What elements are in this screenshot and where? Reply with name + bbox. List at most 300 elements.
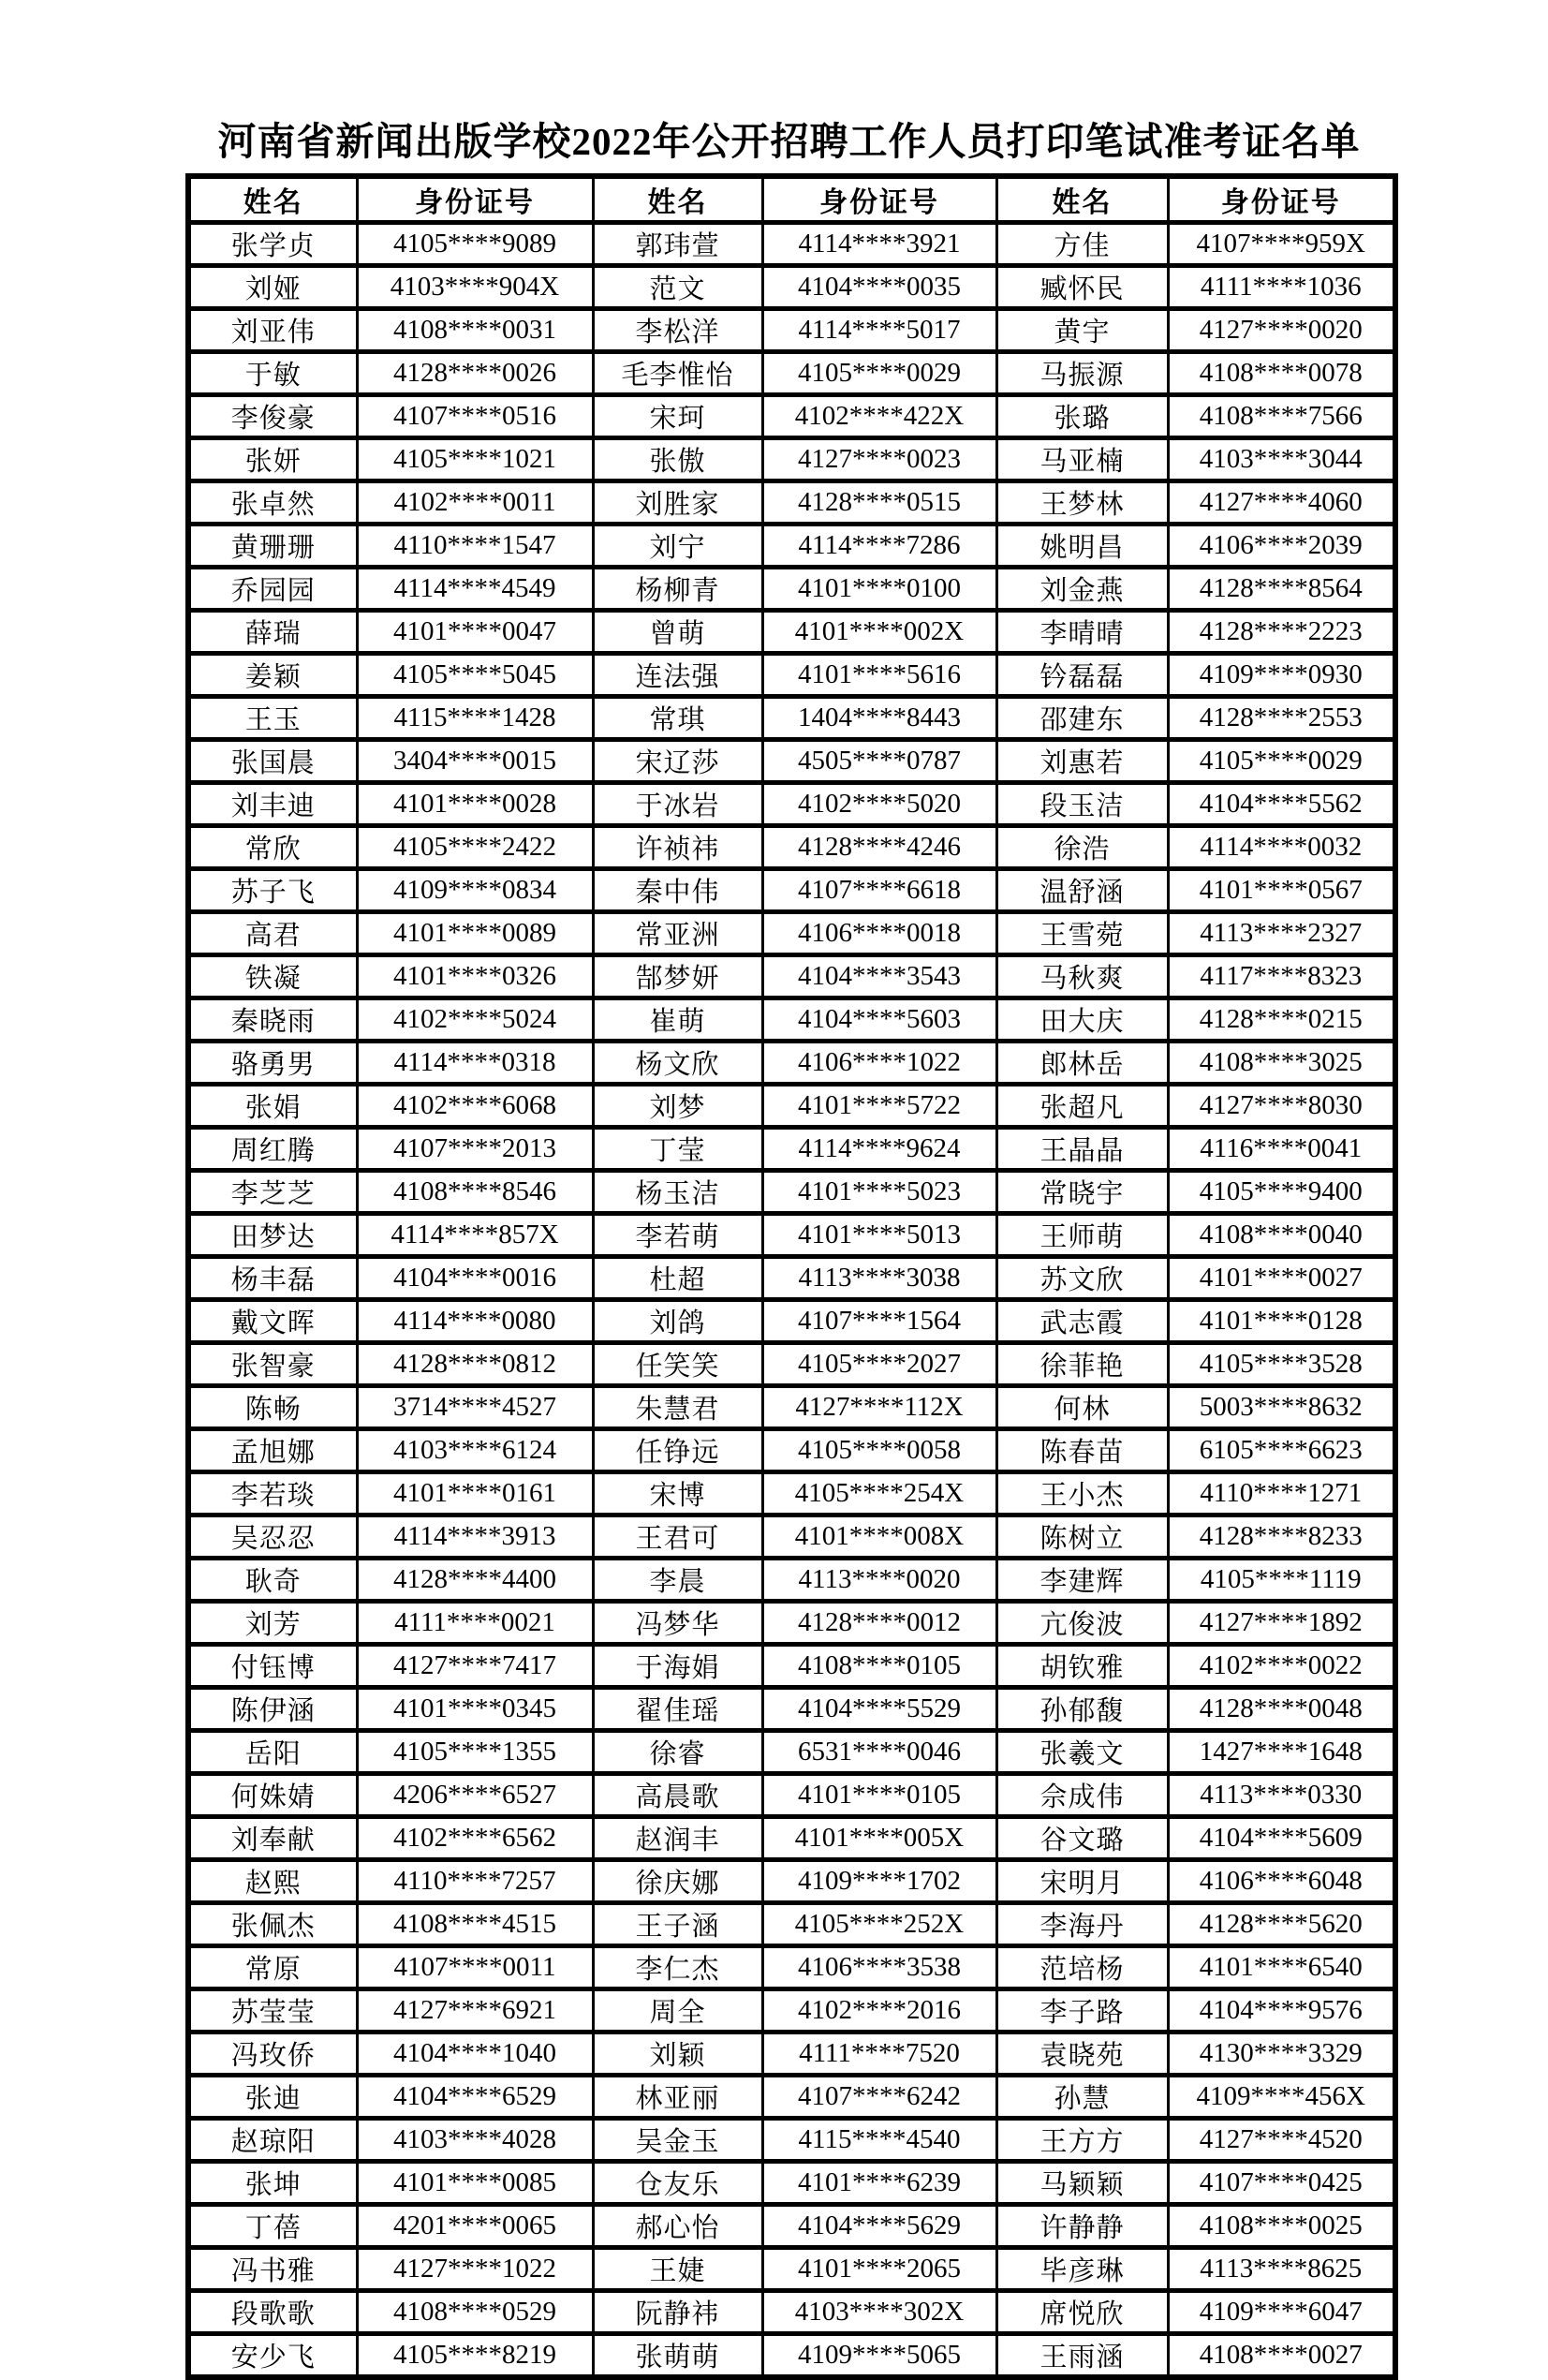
table-row bbox=[188, 826, 1395, 869]
name-cell: 徐浩 bbox=[996, 826, 1168, 869]
table-row bbox=[188, 1860, 1395, 1903]
id-number-cell: 4109****0834 bbox=[357, 869, 593, 912]
table-row bbox=[188, 309, 1395, 352]
table-row bbox=[188, 2162, 1395, 2205]
table-row bbox=[188, 1214, 1395, 1257]
name-cell: 周全 bbox=[593, 1989, 762, 2033]
name-cell: 刘亚伟 bbox=[188, 309, 357, 352]
name-cell: 常原 bbox=[188, 1946, 357, 1989]
table-row bbox=[188, 955, 1395, 998]
id-number-cell: 4105****9400 bbox=[1168, 1171, 1395, 1214]
id-number-cell: 4111****7520 bbox=[762, 2033, 996, 2076]
name-cell: 姜颖 bbox=[188, 654, 357, 697]
id-number-cell: 4505****0787 bbox=[762, 740, 996, 783]
id-number-cell: 4128****4246 bbox=[762, 826, 996, 869]
table-row bbox=[188, 1559, 1395, 1602]
column-header: 身份证号 bbox=[1168, 176, 1395, 223]
id-number-cell: 4128****0012 bbox=[762, 1602, 996, 1645]
name-cell: 付钰博 bbox=[188, 1645, 357, 1688]
id-number-cell: 4101****0161 bbox=[357, 1472, 593, 1515]
id-number-cell: 4106****1022 bbox=[762, 1042, 996, 1085]
name-cell: 刘奉献 bbox=[188, 1817, 357, 1860]
id-number-cell: 4127****6921 bbox=[357, 1989, 593, 2033]
name-cell: 何姝婧 bbox=[188, 1774, 357, 1817]
name-cell: 薛瑞 bbox=[188, 611, 357, 654]
name-cell: 刘鸽 bbox=[593, 1300, 762, 1343]
id-number-cell: 4101****0089 bbox=[357, 912, 593, 955]
id-number-cell: 4107****6242 bbox=[762, 2076, 996, 2119]
id-number-cell: 4114****7286 bbox=[762, 525, 996, 568]
name-cell: 张萌萌 bbox=[593, 2334, 762, 2378]
id-number-cell: 4128****2553 bbox=[1168, 697, 1395, 740]
name-cell: 朱慧君 bbox=[593, 1386, 762, 1429]
table-row bbox=[188, 654, 1395, 697]
id-number-cell: 4108****0040 bbox=[1168, 1214, 1395, 1257]
id-number-cell: 4103****904X bbox=[357, 266, 593, 309]
id-number-cell: 6531****0046 bbox=[762, 1731, 996, 1774]
id-number-cell: 4114****857X bbox=[357, 1214, 593, 1257]
id-number-cell: 4127****112X bbox=[762, 1386, 996, 1429]
name-cell: 骆勇男 bbox=[188, 1042, 357, 1085]
id-number-cell: 4127****0020 bbox=[1168, 309, 1395, 352]
roster-table bbox=[185, 173, 1398, 2380]
name-cell: 李海丹 bbox=[996, 1903, 1168, 1946]
name-cell: 段歌歌 bbox=[188, 2291, 357, 2334]
id-number-cell: 4106****3538 bbox=[762, 1946, 996, 1989]
name-cell: 崔萌 bbox=[593, 998, 762, 1042]
name-cell: 毛李惟怡 bbox=[593, 352, 762, 395]
name-cell: 李仁杰 bbox=[593, 1946, 762, 1989]
id-number-cell: 4101****0085 bbox=[357, 2162, 593, 2205]
table-row bbox=[188, 1903, 1395, 1946]
name-cell: 翟佳瑶 bbox=[593, 1688, 762, 1731]
table-row bbox=[188, 1731, 1395, 1774]
table-row bbox=[188, 525, 1395, 568]
id-number-cell: 4101****5616 bbox=[762, 654, 996, 697]
id-number-cell: 4115****4540 bbox=[762, 2119, 996, 2162]
id-number-cell: 4114****9624 bbox=[762, 1128, 996, 1171]
id-number-cell: 4104****0016 bbox=[357, 1257, 593, 1300]
name-cell: 仓友乐 bbox=[593, 2162, 762, 2205]
table-row bbox=[188, 1343, 1395, 1386]
id-number-cell: 4127****0023 bbox=[762, 438, 996, 481]
table-row bbox=[188, 1817, 1395, 1860]
id-number-cell: 4106****6048 bbox=[1168, 1860, 1395, 1903]
id-number-cell: 4101****0345 bbox=[357, 1688, 593, 1731]
table-row bbox=[188, 783, 1395, 826]
name-cell: 常亚洲 bbox=[593, 912, 762, 955]
id-number-cell: 4101****5013 bbox=[762, 1214, 996, 1257]
name-cell: 刘梦 bbox=[593, 1085, 762, 1128]
table-row bbox=[188, 223, 1395, 266]
name-cell: 刘芳 bbox=[188, 1602, 357, 1645]
id-number-cell: 4114****0080 bbox=[357, 1300, 593, 1343]
table-row bbox=[188, 266, 1395, 309]
id-number-cell: 4101****5722 bbox=[762, 1085, 996, 1128]
name-cell: 耿奇 bbox=[188, 1559, 357, 1602]
name-cell: 李松洋 bbox=[593, 309, 762, 352]
name-cell: 邵建东 bbox=[996, 697, 1168, 740]
id-number-cell: 4108****0105 bbox=[762, 1645, 996, 1688]
name-cell: 李子路 bbox=[996, 1989, 1168, 2033]
name-cell: 马亚楠 bbox=[996, 438, 1168, 481]
id-number-cell: 4114****5017 bbox=[762, 309, 996, 352]
name-cell: 张学贞 bbox=[188, 223, 357, 266]
id-number-cell: 4101****005X bbox=[762, 1817, 996, 1860]
id-number-cell: 4109****0930 bbox=[1168, 654, 1395, 697]
id-number-cell: 4109****1702 bbox=[762, 1860, 996, 1903]
name-cell: 李建辉 bbox=[996, 1559, 1168, 1602]
id-number-cell: 4107****1564 bbox=[762, 1300, 996, 1343]
id-number-cell: 4102****5024 bbox=[357, 998, 593, 1042]
id-number-cell: 4104****3543 bbox=[762, 955, 996, 998]
name-cell: 张佩杰 bbox=[188, 1903, 357, 1946]
id-number-cell: 4105****1021 bbox=[357, 438, 593, 481]
table-row bbox=[188, 2205, 1395, 2248]
id-number-cell: 4102****6562 bbox=[357, 1817, 593, 1860]
id-number-cell: 4105****8219 bbox=[357, 2334, 593, 2378]
id-number-cell: 4114****4549 bbox=[357, 568, 593, 611]
name-cell: 范培杨 bbox=[996, 1946, 1168, 1989]
name-cell: 岳阳 bbox=[188, 1731, 357, 1774]
name-cell: 陈畅 bbox=[188, 1386, 357, 1429]
id-number-cell: 4101****6540 bbox=[1168, 1946, 1395, 1989]
name-cell: 冯书雅 bbox=[188, 2248, 357, 2291]
table-row bbox=[188, 1688, 1395, 1731]
name-cell: 于海娟 bbox=[593, 1645, 762, 1688]
id-number-cell: 4115****1428 bbox=[357, 697, 593, 740]
id-number-cell: 4113****0330 bbox=[1168, 1774, 1395, 1817]
id-number-cell: 4102****422X bbox=[762, 395, 996, 438]
page-title: 河南省新闻出版学校2022年公开招聘工作人员打印笔试准考证名单 bbox=[217, 120, 1361, 163]
id-number-cell: 4105****0029 bbox=[1168, 740, 1395, 783]
name-cell: 郎林岳 bbox=[996, 1042, 1168, 1085]
name-cell: 杨柳青 bbox=[593, 568, 762, 611]
id-number-cell: 4101****0567 bbox=[1168, 869, 1395, 912]
id-number-cell: 4106****0018 bbox=[762, 912, 996, 955]
id-number-cell: 4104****5603 bbox=[762, 998, 996, 1042]
id-number-cell: 4114****3921 bbox=[762, 223, 996, 266]
id-number-cell: 4114****0318 bbox=[357, 1042, 593, 1085]
id-number-cell: 4101****008X bbox=[762, 1515, 996, 1559]
name-cell: 张羲文 bbox=[996, 1731, 1168, 1774]
column-header: 姓名 bbox=[188, 176, 357, 223]
name-cell: 段玉洁 bbox=[996, 783, 1168, 826]
id-number-cell: 4114****0032 bbox=[1168, 826, 1395, 869]
id-number-cell: 4128****0515 bbox=[762, 481, 996, 525]
table-row bbox=[188, 2334, 1395, 2378]
name-cell: 袁晓苑 bbox=[996, 2033, 1168, 2076]
name-cell: 郜梦妍 bbox=[593, 955, 762, 998]
name-cell: 杨丰磊 bbox=[188, 1257, 357, 1300]
name-cell: 孟旭娜 bbox=[188, 1429, 357, 1472]
name-cell: 温舒涵 bbox=[996, 869, 1168, 912]
name-cell: 宋辽莎 bbox=[593, 740, 762, 783]
id-number-cell: 4110****1271 bbox=[1168, 1472, 1395, 1515]
table-row bbox=[188, 1602, 1395, 1645]
id-number-cell: 4113****8625 bbox=[1168, 2248, 1395, 2291]
id-number-cell: 1427****1648 bbox=[1168, 1731, 1395, 1774]
name-cell: 何林 bbox=[996, 1386, 1168, 1429]
name-cell: 高晨歌 bbox=[593, 1774, 762, 1817]
id-number-cell: 4109****6047 bbox=[1168, 2291, 1395, 2334]
name-cell: 任笑笑 bbox=[593, 1343, 762, 1386]
id-number-cell: 4128****4400 bbox=[357, 1559, 593, 1602]
id-number-cell: 4105****0029 bbox=[762, 352, 996, 395]
id-number-cell: 4128****5620 bbox=[1168, 1903, 1395, 1946]
id-number-cell: 4101****5023 bbox=[762, 1171, 996, 1214]
id-number-cell: 4105****252X bbox=[762, 1903, 996, 1946]
id-number-cell: 4108****0027 bbox=[1168, 2334, 1395, 2378]
id-number-cell: 4105****2027 bbox=[762, 1343, 996, 1386]
id-number-cell: 3404****0015 bbox=[357, 740, 593, 783]
table-row bbox=[188, 1429, 1395, 1472]
name-cell: 亢俊波 bbox=[996, 1602, 1168, 1645]
name-cell: 刘胜家 bbox=[593, 481, 762, 525]
table-row bbox=[188, 912, 1395, 955]
name-cell: 王晶晶 bbox=[996, 1128, 1168, 1171]
id-number-cell: 4105****0058 bbox=[762, 1429, 996, 1472]
name-cell: 王梦林 bbox=[996, 481, 1168, 525]
column-header: 姓名 bbox=[996, 176, 1168, 223]
name-cell: 杜超 bbox=[593, 1257, 762, 1300]
name-cell: 戴文晖 bbox=[188, 1300, 357, 1343]
name-cell: 苏子飞 bbox=[188, 869, 357, 912]
name-cell: 张卓然 bbox=[188, 481, 357, 525]
name-cell: 陈伊涵 bbox=[188, 1688, 357, 1731]
id-number-cell: 4104****0035 bbox=[762, 266, 996, 309]
id-number-cell: 4116****0041 bbox=[1168, 1128, 1395, 1171]
id-number-cell: 1404****8443 bbox=[762, 697, 996, 740]
id-number-cell: 4105****2422 bbox=[357, 826, 593, 869]
name-cell: 张坤 bbox=[188, 2162, 357, 2205]
table-row bbox=[188, 1085, 1395, 1128]
name-cell: 张国晨 bbox=[188, 740, 357, 783]
table-row bbox=[188, 1515, 1395, 1559]
name-cell: 李若琰 bbox=[188, 1472, 357, 1515]
table-row bbox=[188, 998, 1395, 1042]
name-cell: 张迪 bbox=[188, 2076, 357, 2119]
name-cell: 李芝芝 bbox=[188, 1171, 357, 1214]
name-cell: 王雪菀 bbox=[996, 912, 1168, 955]
id-number-cell: 4110****7257 bbox=[357, 1860, 593, 1903]
name-cell: 李晨 bbox=[593, 1559, 762, 1602]
id-number-cell: 4103****3044 bbox=[1168, 438, 1395, 481]
id-number-cell: 5003****8632 bbox=[1168, 1386, 1395, 1429]
name-cell: 刘娅 bbox=[188, 266, 357, 309]
id-number-cell: 4103****4028 bbox=[357, 2119, 593, 2162]
id-number-cell: 4102****5020 bbox=[762, 783, 996, 826]
name-cell: 武志霞 bbox=[996, 1300, 1168, 1343]
name-cell: 姚明昌 bbox=[996, 525, 1168, 568]
table-row bbox=[188, 1774, 1395, 1817]
id-number-cell: 4110****1547 bbox=[357, 525, 593, 568]
id-number-cell: 4127****4060 bbox=[1168, 481, 1395, 525]
name-cell: 马秋爽 bbox=[996, 955, 1168, 998]
name-cell: 秦中伟 bbox=[593, 869, 762, 912]
id-number-cell: 4107****6618 bbox=[762, 869, 996, 912]
id-number-cell: 4104****1040 bbox=[357, 2033, 593, 2076]
table-row bbox=[188, 438, 1395, 481]
name-cell: 杨文欣 bbox=[593, 1042, 762, 1085]
id-number-cell: 4101****0027 bbox=[1168, 1257, 1395, 1300]
name-cell: 宋明月 bbox=[996, 1860, 1168, 1903]
table-row bbox=[188, 2291, 1395, 2334]
id-number-cell: 4128****0215 bbox=[1168, 998, 1395, 1042]
id-number-cell: 4108****0031 bbox=[357, 309, 593, 352]
name-cell: 王小杰 bbox=[996, 1472, 1168, 1515]
name-cell: 方佳 bbox=[996, 223, 1168, 266]
column-header: 身份证号 bbox=[762, 176, 996, 223]
name-cell: 秦晓雨 bbox=[188, 998, 357, 1042]
name-cell: 刘宁 bbox=[593, 525, 762, 568]
table-row bbox=[188, 395, 1395, 438]
name-cell: 苏文欣 bbox=[996, 1257, 1168, 1300]
name-cell: 钤磊磊 bbox=[996, 654, 1168, 697]
name-cell: 冯梦华 bbox=[593, 1602, 762, 1645]
name-cell: 许祯祎 bbox=[593, 826, 762, 869]
name-cell: 毕彦琳 bbox=[996, 2248, 1168, 2291]
name-cell: 乔园园 bbox=[188, 568, 357, 611]
id-number-cell: 4128****8564 bbox=[1168, 568, 1395, 611]
id-number-cell: 4109****456X bbox=[1168, 2076, 1395, 2119]
id-number-cell: 4107****0516 bbox=[357, 395, 593, 438]
id-number-cell: 4101****0105 bbox=[762, 1774, 996, 1817]
id-number-cell: 4108****3025 bbox=[1168, 1042, 1395, 1085]
name-cell: 于冰岩 bbox=[593, 783, 762, 826]
name-cell: 黄珊珊 bbox=[188, 525, 357, 568]
name-cell: 田大庆 bbox=[996, 998, 1168, 1042]
name-cell: 高君 bbox=[188, 912, 357, 955]
id-number-cell: 4101****0028 bbox=[357, 783, 593, 826]
id-number-cell: 4127****1892 bbox=[1168, 1602, 1395, 1645]
name-cell: 李俊豪 bbox=[188, 395, 357, 438]
name-cell: 宋珂 bbox=[593, 395, 762, 438]
name-cell: 常欣 bbox=[188, 826, 357, 869]
name-cell: 席悦欣 bbox=[996, 2291, 1168, 2334]
table-header-row bbox=[188, 176, 1395, 223]
name-cell: 丁莹 bbox=[593, 1128, 762, 1171]
name-cell: 连法强 bbox=[593, 654, 762, 697]
id-number-cell: 4107****959X bbox=[1168, 223, 1395, 266]
name-cell: 张妍 bbox=[188, 438, 357, 481]
name-cell: 陈春苗 bbox=[996, 1429, 1168, 1472]
id-number-cell: 4104****6529 bbox=[357, 2076, 593, 2119]
name-cell: 王方方 bbox=[996, 2119, 1168, 2162]
table-row bbox=[188, 740, 1395, 783]
id-number-cell: 4104****5609 bbox=[1168, 1817, 1395, 1860]
name-cell: 田梦达 bbox=[188, 1214, 357, 1257]
id-number-cell: 4102****0022 bbox=[1168, 1645, 1395, 1688]
id-number-cell: 4127****4520 bbox=[1168, 2119, 1395, 2162]
id-number-cell: 4108****0078 bbox=[1168, 352, 1395, 395]
id-number-cell: 4108****0529 bbox=[357, 2291, 593, 2334]
id-number-cell: 4206****6527 bbox=[357, 1774, 593, 1817]
name-cell: 徐菲艳 bbox=[996, 1343, 1168, 1386]
id-number-cell: 4106****2039 bbox=[1168, 525, 1395, 568]
id-number-cell: 4111****0021 bbox=[357, 1602, 593, 1645]
id-number-cell: 4103****302X bbox=[762, 2291, 996, 2334]
name-cell: 安少飞 bbox=[188, 2334, 357, 2378]
name-cell: 孙慧 bbox=[996, 2076, 1168, 2119]
name-cell: 赵熙 bbox=[188, 1860, 357, 1903]
id-number-cell: 4107****2013 bbox=[357, 1128, 593, 1171]
name-cell: 刘金燕 bbox=[996, 568, 1168, 611]
id-number-cell: 4101****0128 bbox=[1168, 1300, 1395, 1343]
id-number-cell: 4127****1022 bbox=[357, 2248, 593, 2291]
id-number-cell: 4128****0048 bbox=[1168, 1688, 1395, 1731]
name-cell: 马振源 bbox=[996, 352, 1168, 395]
id-number-cell: 4111****1036 bbox=[1168, 266, 1395, 309]
name-cell: 吴金玉 bbox=[593, 2119, 762, 2162]
table-row bbox=[188, 1386, 1395, 1429]
name-cell: 杨玉洁 bbox=[593, 1171, 762, 1214]
name-cell: 曾萌 bbox=[593, 611, 762, 654]
id-number-cell: 4103****6124 bbox=[357, 1429, 593, 1472]
id-number-cell: 4105****1119 bbox=[1168, 1559, 1395, 1602]
name-cell: 吴忍忍 bbox=[188, 1515, 357, 1559]
id-number-cell: 4102****6068 bbox=[357, 1085, 593, 1128]
name-cell: 张璐 bbox=[996, 395, 1168, 438]
column-header: 姓名 bbox=[593, 176, 762, 223]
name-cell: 林亚丽 bbox=[593, 2076, 762, 2119]
id-number-cell: 4128****0812 bbox=[357, 1343, 593, 1386]
id-number-cell: 4101****6239 bbox=[762, 2162, 996, 2205]
name-cell: 王子涵 bbox=[593, 1903, 762, 1946]
name-cell: 宋博 bbox=[593, 1472, 762, 1515]
name-cell: 陈树立 bbox=[996, 1515, 1168, 1559]
table-row bbox=[188, 1946, 1395, 1989]
id-number-cell: 4128****2223 bbox=[1168, 611, 1395, 654]
id-number-cell: 4108****8546 bbox=[357, 1171, 593, 1214]
table-row bbox=[188, 1171, 1395, 1214]
id-number-cell: 4105****1355 bbox=[357, 1731, 593, 1774]
id-number-cell: 4130****3329 bbox=[1168, 2033, 1395, 2076]
name-cell: 赵润丰 bbox=[593, 1817, 762, 1860]
name-cell: 范文 bbox=[593, 266, 762, 309]
table-row bbox=[188, 1989, 1395, 2033]
table-row bbox=[188, 869, 1395, 912]
name-cell: 苏莹莹 bbox=[188, 1989, 357, 2033]
name-cell: 王君可 bbox=[593, 1515, 762, 1559]
name-cell: 刘颖 bbox=[593, 2033, 762, 2076]
id-number-cell: 4101****2065 bbox=[762, 2248, 996, 2291]
id-number-cell: 4127****8030 bbox=[1168, 1085, 1395, 1128]
id-number-cell: 4105****3528 bbox=[1168, 1343, 1395, 1386]
id-number-cell: 4113****2327 bbox=[1168, 912, 1395, 955]
name-cell: 谷文璐 bbox=[996, 1817, 1168, 1860]
id-number-cell: 4102****0011 bbox=[357, 481, 593, 525]
name-cell: 孙郁馥 bbox=[996, 1688, 1168, 1731]
id-number-cell: 4108****7566 bbox=[1168, 395, 1395, 438]
name-cell: 胡钦雅 bbox=[996, 1645, 1168, 1688]
id-number-cell: 4101****002X bbox=[762, 611, 996, 654]
table-row bbox=[188, 1300, 1395, 1343]
name-cell: 王婕 bbox=[593, 2248, 762, 2291]
name-cell: 丁蓓 bbox=[188, 2205, 357, 2248]
id-number-cell: 4201****0065 bbox=[357, 2205, 593, 2248]
table-row bbox=[188, 1645, 1395, 1688]
name-cell: 王玉 bbox=[188, 697, 357, 740]
name-cell: 张娟 bbox=[188, 1085, 357, 1128]
id-number-cell: 4105****5045 bbox=[357, 654, 593, 697]
name-cell: 郝心怡 bbox=[593, 2205, 762, 2248]
id-number-cell: 6105****6623 bbox=[1168, 1429, 1395, 1472]
table-row bbox=[188, 697, 1395, 740]
id-number-cell: 3714****4527 bbox=[357, 1386, 593, 1429]
id-number-cell: 4128****0026 bbox=[357, 352, 593, 395]
name-cell: 常晓宇 bbox=[996, 1171, 1168, 1214]
